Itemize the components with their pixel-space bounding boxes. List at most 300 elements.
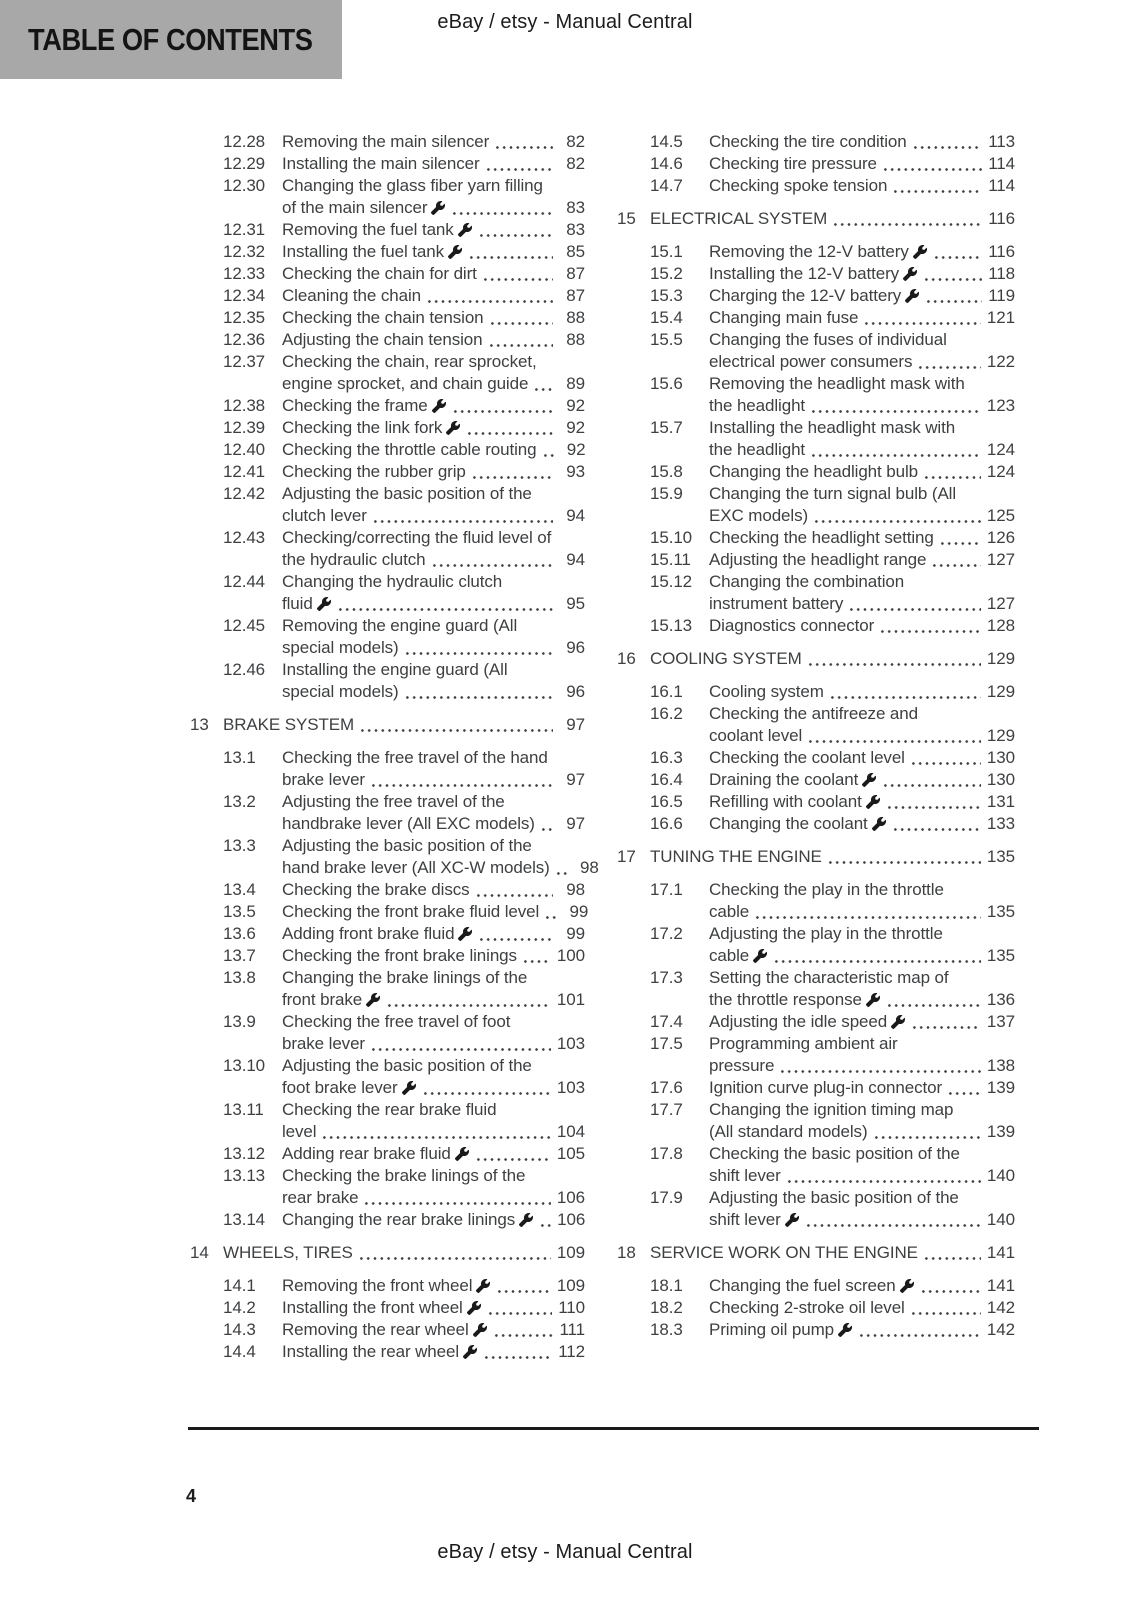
entry-title-line: foot brake lever [282, 1078, 398, 1097]
entry-title-line: shift lever [709, 1210, 781, 1229]
entry-number: 17.4 [650, 1012, 683, 1031]
dot-leader [892, 175, 982, 197]
dot-leader [478, 923, 553, 945]
toc-section-entry [650, 417, 1015, 461]
toc-section-entry [223, 1099, 585, 1143]
dot-leader [372, 505, 553, 527]
entry-page-number: 136 [986, 990, 1015, 1009]
entry-title-line: Checking the brake discs [282, 880, 470, 899]
wrench-icon [891, 1015, 905, 1029]
dot-leader [827, 846, 981, 868]
entry-title-line: brake lever [282, 1034, 365, 1053]
entry-title-line: Removing the fuel tank [282, 220, 454, 239]
wrench-icon [458, 223, 472, 237]
entry-number: 12.28 [223, 132, 266, 151]
entry-page-number: 142 [986, 1320, 1015, 1339]
entry-page-number: 129 [986, 726, 1015, 745]
entry-number: 14.7 [650, 176, 683, 195]
wrench-icon [862, 773, 876, 787]
entry-number: 12.29 [223, 154, 266, 173]
toc-section-entry [223, 1165, 585, 1209]
entry-title-line: engine sprocket, and chain guide [282, 374, 529, 393]
dot-leader [754, 901, 981, 923]
dot-leader [321, 1121, 550, 1143]
entry-page-number: 130 [986, 748, 1015, 767]
entry-title-line: Programming ambient air [709, 1034, 898, 1053]
toc-section-entry [650, 461, 1015, 483]
wrench-icon [903, 267, 917, 281]
entry-title-line: Removing the rear wheel [282, 1320, 469, 1339]
entry-title-line: Checking the basic position of the [709, 1144, 960, 1163]
entry-title-line: Changing the rear brake linings [282, 1210, 516, 1229]
entry-title-line: Checking/correcting the fluid level of [282, 528, 552, 547]
entry-page-number: 109 [556, 1243, 585, 1262]
toc-section-entry [650, 1033, 1015, 1077]
entry-page-number: 121 [986, 308, 1015, 327]
entry-number: 17.3 [650, 968, 683, 987]
toc-section-entry [223, 285, 585, 307]
entry-page-number: 95 [566, 594, 585, 613]
entry-title-line: special models) [282, 638, 399, 657]
dot-leader [496, 1275, 551, 1297]
toc-section-entry [223, 1341, 585, 1363]
dot-leader [493, 1319, 553, 1341]
wrench-icon [467, 1301, 481, 1315]
entry-title-line: (All standard models) [709, 1122, 868, 1141]
entry-number: 17.5 [650, 1034, 683, 1053]
entry-number: 12.44 [223, 572, 266, 591]
dot-leader [471, 461, 553, 483]
entry-number: 12.46 [223, 660, 266, 679]
entry-title-line: Refilling with coolant [709, 792, 862, 811]
toc-section-entry [650, 703, 1015, 747]
toc-section-entry [223, 791, 585, 835]
wrench-icon [366, 993, 380, 1007]
toc-section-entry [650, 1187, 1015, 1231]
entry-number: 13.7 [223, 946, 256, 965]
dot-leader [475, 879, 553, 901]
entry-number: 16.6 [650, 814, 683, 833]
dot-leader [370, 769, 553, 791]
toc-section-entry [223, 1209, 585, 1231]
toc-chapter-entry [617, 648, 1015, 670]
entry-title-line: Adjusting the play in the throttle [709, 924, 943, 943]
toc-section-entry [223, 571, 585, 615]
dot-leader [540, 813, 553, 835]
entry-title-line: Draining the coolant [709, 770, 859, 789]
dot-leader [810, 395, 981, 417]
entry-title-line: pressure [709, 1056, 775, 1075]
wrench-icon [476, 1279, 490, 1293]
entry-title-line: Adjusting the free travel of the [282, 792, 505, 811]
wrench-icon [446, 421, 460, 435]
entry-title-line: Adding front brake fluid [282, 924, 455, 943]
entry-title-line: Checking the tire condition [709, 132, 907, 151]
entry-page-number: 125 [986, 506, 1015, 525]
dot-leader [858, 1319, 981, 1341]
dot-leader [805, 1209, 981, 1231]
entry-page-number: 100 [556, 946, 585, 965]
entry-number: 12.39 [223, 418, 266, 437]
entry-title-line: WHEELS, TIRES [223, 1243, 353, 1262]
toc-section-entry [650, 527, 1015, 549]
dot-leader [485, 153, 553, 175]
entry-number: 16.2 [650, 704, 683, 723]
entry-title-line: special models) [282, 682, 399, 701]
toc-chapter-entry [617, 208, 1015, 230]
dot-leader [863, 307, 981, 329]
entry-number: 17.1 [650, 880, 683, 899]
dot-leader [482, 263, 553, 285]
entry-title-line: Checking the play in the throttle [709, 880, 944, 899]
entry-number: 13.8 [223, 968, 256, 987]
dot-leader [939, 527, 981, 549]
toc-section-entry [650, 263, 1015, 285]
entry-page-number: 105 [556, 1144, 585, 1163]
dot-leader [404, 637, 553, 659]
dot-leader [829, 681, 981, 703]
entry-title-line: the hydraulic clutch [282, 550, 426, 569]
toc-section-entry [223, 395, 585, 417]
entry-page-number: 97 [566, 770, 585, 789]
entry-title-line: COOLING SYSTEM [650, 649, 802, 668]
toc-section-entry [223, 153, 585, 175]
wrench-icon [872, 817, 886, 831]
entry-title-line: Adding rear brake fluid [282, 1144, 451, 1163]
dot-leader [933, 241, 982, 263]
toc-section-entry [650, 175, 1015, 197]
dot-leader [786, 1165, 981, 1187]
toc-section-entry [650, 747, 1015, 769]
dot-leader [431, 549, 553, 571]
entry-page-number: 124 [986, 462, 1015, 481]
entry-number: 16.1 [650, 682, 683, 701]
entry-page-number: 114 [988, 154, 1015, 173]
toc-section-entry [223, 747, 585, 791]
entry-title-line: Checking the front brake fluid level [282, 902, 540, 921]
toc-section-entry [223, 1055, 585, 1099]
wrench-icon [838, 1323, 852, 1337]
entry-number: 13.3 [223, 836, 256, 855]
entry-number: 15.3 [650, 286, 683, 305]
footer-watermark: eBay / etsy - Manual Central [437, 1541, 693, 1563]
entry-page-number: 137 [986, 1012, 1015, 1031]
toc-section-entry [223, 1143, 585, 1165]
toc-section-entry [650, 1143, 1015, 1187]
entry-title-line: Priming oil pump [709, 1320, 835, 1339]
entry-page-number: 128 [986, 616, 1015, 635]
entry-title-line: Installing the headlight mask with [709, 418, 956, 437]
entry-title-line: Checking 2-stroke oil level [709, 1298, 905, 1317]
entry-number: 12.41 [223, 462, 266, 481]
dot-leader [468, 241, 553, 263]
entry-page-number: 138 [986, 1056, 1015, 1075]
entry-title-line: Adjusting the basic position of the [282, 484, 532, 503]
toc-section-entry [223, 307, 585, 329]
entry-page-number: 88 [566, 330, 585, 349]
wrench-icon [753, 949, 767, 963]
toc-chapter-entry [190, 714, 585, 736]
entry-title-line: Installing the engine guard (All [282, 660, 508, 679]
entry-page-number: 85 [566, 242, 585, 261]
entry-number: 18 [617, 1243, 636, 1262]
entry-number: 12.35 [223, 308, 266, 327]
entry-number: 12.40 [223, 440, 266, 459]
entry-page-number: 83 [566, 198, 585, 217]
entry-page-number: 142 [986, 1298, 1015, 1317]
entry-number: 16.3 [650, 748, 683, 767]
toc-section-entry [650, 285, 1015, 307]
entry-number: 12.42 [223, 484, 266, 503]
entry-number: 14.5 [650, 132, 683, 151]
dot-leader [886, 791, 981, 813]
entry-page-number: 99 [569, 902, 589, 921]
wrench-icon [431, 201, 445, 215]
entry-number: 15.4 [650, 308, 683, 327]
toc-section-entry [223, 835, 599, 879]
entry-title-line: hand brake lever (All XC-W models) [282, 858, 550, 877]
entry-number: 14.3 [223, 1320, 256, 1339]
entry-number: 13.13 [223, 1166, 266, 1185]
dot-leader [533, 373, 553, 395]
toc-section-entry [650, 1011, 1015, 1033]
entry-title-line: Installing the 12-V battery [709, 264, 900, 283]
dot-leader [478, 219, 553, 241]
entry-number: 13.12 [223, 1144, 266, 1163]
entry-title-line: TUNING THE ENGINE [650, 847, 822, 866]
entry-number: 15 [617, 209, 636, 228]
dot-leader [882, 153, 982, 175]
entry-title-line: Checking the coolant level [709, 748, 905, 767]
entry-title-line: Changing main fuse [709, 308, 859, 327]
entry-number: 17.2 [650, 924, 683, 943]
toc-section-entry [223, 263, 585, 285]
toc-section-entry [650, 769, 1015, 791]
entry-number: 17 [617, 847, 636, 866]
entry-title-line: Checking the rear brake fluid [282, 1100, 497, 1119]
entry-page-number: 135 [986, 902, 1015, 921]
entry-title-line: cable [709, 902, 750, 921]
dot-leader [452, 395, 553, 417]
entry-title-line: Checking tire pressure [709, 154, 877, 173]
entry-number: 15.9 [650, 484, 683, 503]
entry-number: 15.7 [650, 418, 683, 437]
entry-number: 13.5 [223, 902, 256, 921]
wrench-icon [458, 927, 472, 941]
toc-section-entry [223, 527, 585, 571]
entry-page-number: 124 [986, 440, 1015, 459]
dot-leader [923, 461, 981, 483]
dot-leader [910, 1297, 981, 1319]
entry-page-number: 92 [566, 440, 586, 459]
dot-leader [494, 131, 553, 153]
toc-section-entry [223, 329, 585, 351]
dot-leader [359, 714, 553, 736]
entry-number: 18.1 [650, 1276, 683, 1295]
entry-page-number: 116 [988, 242, 1015, 261]
entry-number: 12.36 [223, 330, 266, 349]
entry-page-number: 92 [566, 396, 585, 415]
entry-title-line: Installing the main silencer [282, 154, 480, 173]
entry-page-number: 140 [986, 1210, 1015, 1229]
entry-title-line: the headlight [709, 396, 806, 415]
entry-title-line: the headlight [709, 440, 806, 459]
entry-title-line: ELECTRICAL SYSTEM [650, 209, 828, 228]
entry-title-line: Changing the fuses of individual [709, 330, 947, 349]
entry-page-number: 111 [559, 1320, 585, 1339]
toc-section-entry [650, 1275, 1015, 1297]
entry-number: 13.1 [223, 748, 256, 767]
entry-title-line: Setting the characteristic map of [709, 968, 949, 987]
entry-title-line: Diagnostics connector [709, 616, 875, 635]
entry-number: 15.1 [650, 242, 683, 261]
toc-section-entry [650, 879, 1015, 923]
entry-page-number: 139 [986, 1078, 1015, 1097]
entry-page-number: 127 [986, 550, 1015, 569]
page-number: 4 [186, 1486, 197, 1506]
entry-page-number: 89 [566, 374, 585, 393]
toc-section-entry [650, 307, 1015, 329]
entry-number: 15.12 [650, 572, 693, 591]
entry-page-number: 141 [986, 1243, 1015, 1262]
wrench-icon [866, 795, 880, 809]
dot-leader [873, 1121, 981, 1143]
entry-number: 15.6 [650, 374, 683, 393]
dot-leader [773, 945, 981, 967]
entry-number: 18.3 [650, 1320, 683, 1339]
entry-title-line: Removing the 12-V battery [709, 242, 909, 261]
toc-section-entry [223, 219, 585, 241]
entry-page-number: 87 [566, 286, 585, 305]
entry-number: 12.31 [223, 220, 266, 239]
toc-section-entry [650, 131, 1015, 153]
entry-page-number: 104 [556, 1122, 585, 1141]
toc-section-entry [223, 1319, 585, 1341]
entry-title-line: Checking the chain for dirt [282, 264, 477, 283]
wrench-icon [866, 993, 880, 1007]
footer-rule [188, 1427, 1039, 1430]
toc-section-entry [650, 571, 1015, 615]
toc-section-entry [650, 923, 1015, 967]
entry-page-number: 99 [566, 924, 585, 943]
entry-page-number: 93 [566, 462, 585, 481]
entry-page-number: 96 [566, 638, 585, 657]
entry-page-number: 94 [566, 506, 585, 525]
entry-title-line: Installing the front wheel [282, 1298, 463, 1317]
entry-title-line: fluid [282, 594, 313, 613]
dot-leader [337, 593, 553, 615]
entry-number: 18.2 [650, 1298, 683, 1317]
toc-section-entry [650, 241, 1015, 263]
entry-title-line: Changing the ignition timing map [709, 1100, 954, 1119]
wrench-icon [913, 245, 927, 259]
toc-section-entry [650, 549, 1015, 571]
entry-number: 13.14 [223, 1210, 266, 1229]
dot-leader [475, 1143, 551, 1165]
dot-leader [920, 1275, 981, 1297]
entry-title-line: Checking the rubber grip [282, 462, 466, 481]
wrench-icon [455, 1147, 469, 1161]
dot-leader [386, 989, 551, 1011]
entry-title-line: brake lever [282, 770, 365, 789]
entry-title-line: Changing the headlight bulb [709, 462, 919, 481]
entry-number: 16.5 [650, 792, 683, 811]
toc-chapter-entry [617, 846, 1015, 868]
entry-number: 15.13 [650, 616, 693, 635]
entry-page-number: 110 [558, 1298, 585, 1317]
entry-number: 17.9 [650, 1188, 683, 1207]
entry-title-line: Checking spoke tension [709, 176, 888, 195]
wrench-icon [473, 1323, 487, 1337]
entry-title-line: Adjusting the headlight range [709, 550, 927, 569]
entry-number: 14.2 [223, 1298, 256, 1317]
dot-leader [832, 208, 982, 230]
dot-leader [810, 439, 981, 461]
entry-title-line: Checking the brake linings of the [282, 1166, 526, 1185]
dot-leader [813, 505, 981, 527]
toc-section-entry [223, 923, 585, 945]
entry-title-line: rear brake [282, 1188, 359, 1207]
entry-number: 15.2 [650, 264, 683, 283]
dot-leader [422, 1077, 551, 1099]
dot-leader [807, 725, 981, 747]
dot-leader [555, 857, 567, 879]
toc-column-right [617, 131, 1015, 1341]
entry-page-number: 96 [566, 682, 585, 701]
entry-title-line: Adjusting the basic position of the [282, 836, 532, 855]
dot-leader [466, 417, 553, 439]
entry-number: 13.11 [223, 1100, 264, 1119]
entry-title-line: front brake [282, 990, 363, 1009]
entry-title-line: Changing the glass fiber yarn filling [282, 176, 543, 195]
dot-leader [489, 307, 553, 329]
entry-page-number: 82 [566, 132, 585, 151]
toc-section-entry [223, 351, 585, 395]
toc-section-entry [650, 329, 1015, 373]
entry-title-line: Removing the headlight mask with [709, 374, 965, 393]
entry-number: 15.10 [650, 528, 693, 547]
toc-section-entry [223, 659, 585, 703]
entry-title-line: Installing the fuel tank [282, 242, 445, 261]
wrench-icon [463, 1345, 477, 1359]
entry-title-line: Checking the free travel of foot [282, 1012, 511, 1031]
entry-page-number: 97 [566, 715, 585, 734]
entry-number: 12.32 [223, 242, 266, 261]
toc-section-entry [223, 879, 585, 901]
entry-number: 13.10 [223, 1056, 266, 1075]
entry-number: 12.37 [223, 352, 266, 371]
toc-chapter-entry [190, 1242, 585, 1264]
toc-section-entry [223, 417, 585, 439]
dot-leader [947, 1077, 981, 1099]
dot-leader [358, 1242, 551, 1264]
entry-number: 15.8 [650, 462, 683, 481]
wrench-icon [905, 289, 919, 303]
dot-leader [370, 1033, 551, 1055]
entry-title-line: clutch lever [282, 506, 367, 525]
entry-number: 12.30 [223, 176, 266, 195]
entry-number: 12.34 [223, 286, 266, 305]
wrench-icon [317, 597, 331, 611]
toc-section-entry [223, 439, 585, 461]
entry-title-line: Removing the front wheel [282, 1276, 473, 1295]
dot-leader [848, 593, 981, 615]
dot-leader [426, 285, 553, 307]
entry-page-number: 92 [566, 418, 585, 437]
dot-leader [882, 769, 981, 791]
toc-section-entry [650, 373, 1015, 417]
entry-title-line: Adjusting the basic position of the [709, 1188, 959, 1207]
